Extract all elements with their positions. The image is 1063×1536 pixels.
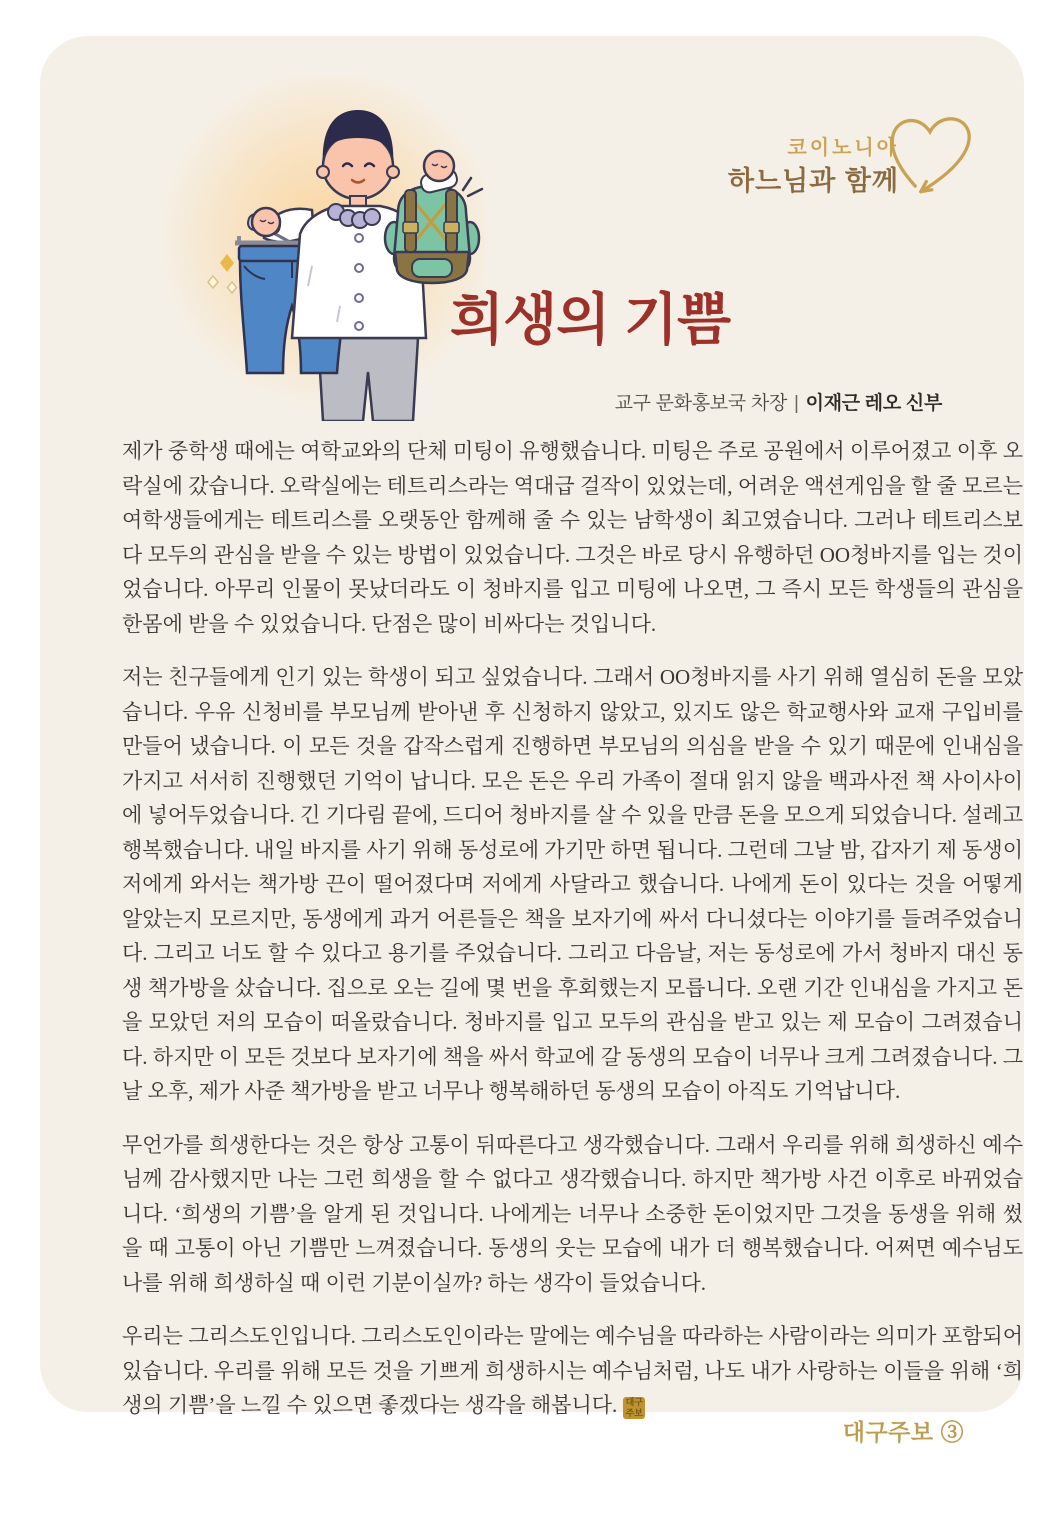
page-title: 희생의 기쁨	[450, 288, 731, 351]
right-hand	[419, 151, 458, 194]
article-body	[122, 434, 1023, 1423]
paragraph-4-text: 우리는 그리스도인입니다. 그리스도인이라는 말에는 예수님을 따라하는 사람이라는 의미가 포함되어 있습니다. 우리를 위해 모든 것을 기쁘게 희생하시는 예수님처럼, 나도 내가 사랑하는 이들을 위해 ‘희생의 기쁨’을 느낄 수 있으면 좋겠다는 생각을 해봅니다.	[122, 1324, 1023, 1417]
koinonia-label: 코이노니아	[787, 137, 899, 159]
paragraph-4	[122, 1319, 1023, 1423]
page-number-label: 대구주보 ③	[842, 1419, 964, 1445]
bulletin-card	[40, 36, 1024, 1418]
byline	[615, 388, 942, 415]
byline-divider: |	[794, 393, 799, 414]
paragraph-1: 제가 중학생 때에는 여학교와의 단체 미팅이 유행했습니다. 미팅은 주로 공원에서 이루어졌고 이후 오락실에 갔습니다. 오락실에는 테트리스라는 역대급 걸작이 있었는데, 어려운 액션게임을 할 줄 모르는 여학생들에게는 테트리스를 오랫동안 함께해 줄 수 있는 남학생이 최고였습니다. 그러나 테트리스보다 모두의 관심을 받을 수 있는 방법이 있었습니다. 그것은 바로 당시 유행하던 OO청바지를 입는 것이었습니다. 아무리 인물이 못났더라도 이 청바지를 입고 미팅에 나오면, 그 즉시 모든 학생들의 관심을 한몸에 받을 수 있었습니다. 단점은 많이 비싸다는 것입니다.	[122, 439, 1023, 636]
boy-holding-jeans-and-backpack-illustration	[140, 76, 485, 421]
end-seal-icon	[623, 1397, 645, 1419]
heart-icon	[884, 102, 976, 204]
backpack-icon	[385, 186, 479, 283]
paragraph-2: 저는 친구들에게 인기 있는 학생이 되고 싶었습니다. 그래서 OO청바지를 사기 위해 열심히 돈을 모았습니다. 우유 신청비를 부모님께 받아낸 후 신청하지 않았고, 있지도 않은 학교행사와 교재 구입비를 만들어 냈습니다. 이 모든 것을 갑작스럽게 진행하면 부모님의 의심을 받을 수 있기 때문에 인내심을 가지고 서서히 진행했던 기억이 납니다. 모은 돈은 우리 가족이 절대 읽지 않을 백과사전 책 사이사이에 넣어두었습니다. 긴 기다림 끝에, 드디어 청바지를 살 수 있을 만큼 돈을 모으게 되었습니다. 설레고 행복했습니다. 내일 바지를 사기 위해 동성로에 가기만 하면 됩니다. 그런데 그날 밤, 갑자기 제 동생이 저에게 와서는 책가방 끈이 떨어졌다며 저에게 사달라고 했습니다. 나에게 돈이 있다는 것을 어떻게 알았는지 모르지만, 동생에게 과거 어른들은 책을 보자기에 싸서 다니셨다는 이야기를 들려주었습니다. 그리고 너도 할 수 있다고 용기를 주었습니다. 그리고 다음날, 저는 동성로에 가서 청바지 대신 동생 책가방을 샀습니다. 집으로 오는 길에 몇 번을 후회했는지 모릅니다. 오랜 기간 인내심을 가지고 돈을 모았던 저의 모습이 떠올랐습니다. 청바지를 입고 모두의 관심을 받고 있는 제 모습이 그려졌습니다. 하지만 이 모든 것보다 보자기에 책을 싸서 학교에 갈 동생의 모습이 너무나 크게 그려졌습니다. 그날 오후, 제가 사준 책가방을 받고 너무나 행복해하던 동생의 모습이 아직도 기억납니다.	[122, 665, 1023, 1103]
end-seal-line2: 주보	[625, 1408, 643, 1418]
byline-author: 이재근 레오 신부	[805, 393, 942, 414]
byline-role: 교구 문화홍보국 차장	[614, 393, 788, 414]
paragraph-3: 무언가를 희생한다는 것은 항상 고통이 뒤따른다고 생각했습니다. 그래서 우리를 위해 희생하신 예수님께 감사했지만 나는 그런 희생을 할 수 없다고 생각했습니다. 하지만 책가방 사건 이후로 바뀌었습니다. ‘희생의 기쁨’을 알게 된 것입니다. 나에게는 너무나 소중한 돈이었지만 그것을 동생을 위해 썼을 때 고통이 아닌 기쁨만 느껴졌습니다. 동생의 웃는 모습에 내가 더 행복했습니다. 어쩌면 예수님도 나를 위해 희생하실 때 이런 기분이실까? 하는 생각이 들었습니다.	[122, 1132, 1023, 1295]
with-god-label: 하느님과 함께	[728, 166, 899, 196]
koinonia-block	[728, 136, 899, 199]
end-seal-line1: 대구	[625, 1397, 643, 1407]
